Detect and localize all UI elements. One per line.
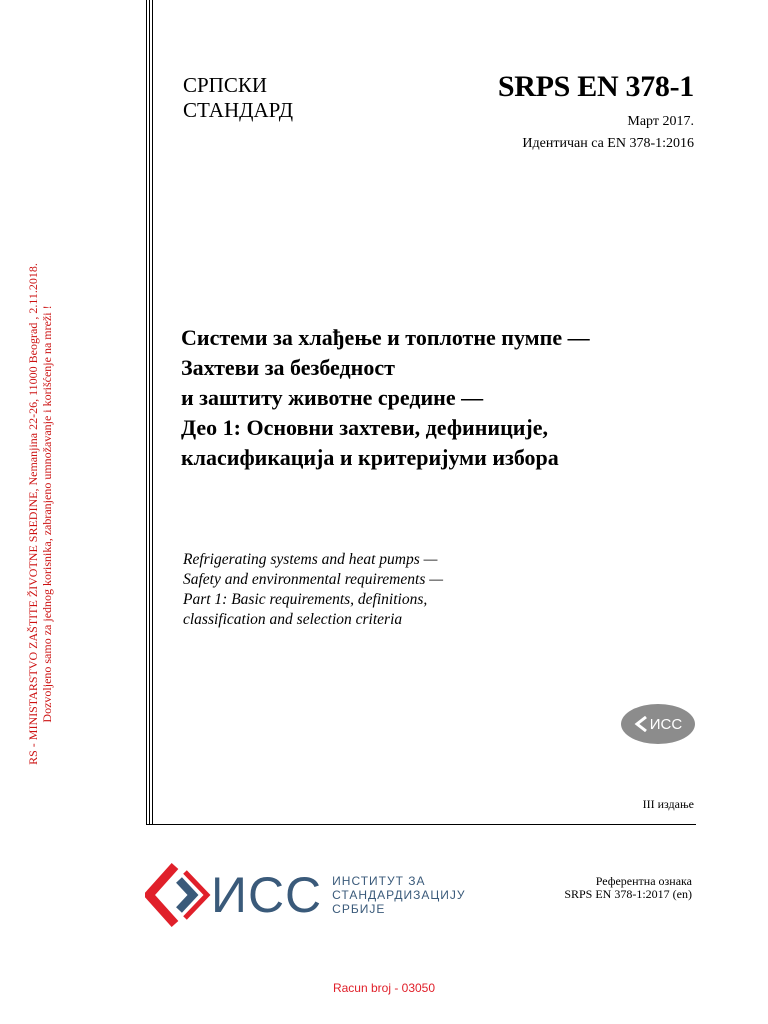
standard-kind	[183, 73, 293, 123]
frame-bottom-line	[146, 824, 696, 825]
iss-logo-word: ИСС	[211, 867, 323, 923]
title-serbian	[181, 323, 701, 473]
iss-badge-text: ИСС	[649, 715, 683, 733]
identical-note: Идентичан са EN 378-1:2016	[522, 136, 694, 151]
iss-badge	[621, 704, 695, 744]
title-serbian-line: класификација и критеријуми избора	[181, 445, 559, 470]
frame-line	[149, 0, 150, 825]
side-notice	[0, 0, 54, 1024]
title-serbian-line: Захтеви за безбедност	[181, 355, 395, 380]
iss-logo-name-line: ИНСТИТУТ ЗА	[332, 874, 426, 888]
iss-logo	[145, 862, 466, 928]
iss-logo-icon	[145, 862, 211, 928]
frame-line	[146, 0, 147, 825]
standard-code: SRPS EN 378-1	[497, 70, 694, 103]
title-english	[183, 550, 663, 630]
iss-logo-name-line: СРБИЈЕ	[332, 902, 386, 916]
title-english-line: Refrigerating systems and heat pumps —	[183, 551, 438, 568]
standard-kind-line2: СТАНДАРД	[183, 98, 294, 122]
reference-code: SRPS EN 378-1:2017 (en)	[564, 887, 692, 901]
iss-logo-name-line: СТАНДАРДИЗАЦИЈУ	[332, 888, 466, 902]
iss-logo-name	[332, 874, 465, 916]
reference-label: Референтна ознака	[595, 874, 692, 888]
side-notice-line1: RS - MINISTARSTVO ZAŠTITE ŽIVOTNE SREDINE, Nemanjina 22-26, 11000 Beograd , 2.11.2018.	[26, 263, 40, 765]
title-english-line: Safety and environmental requirements —	[183, 571, 444, 588]
title-serbian-line: и заштиту животне средине —	[181, 385, 484, 410]
title-english-line: Part 1: Basic requirements, definitions,	[183, 591, 428, 608]
title-serbian-line: Системи за хлађење и топлотне пумпе —	[181, 325, 590, 350]
side-notice-line2: Dozvoljeno samo za jednog korisnika, zabranjeno umnožavanje i korišćenje na mreži !	[40, 305, 54, 723]
iss-chevron-icon	[634, 716, 648, 732]
standard-kind-line1: СРПСКИ	[183, 73, 268, 97]
title-english-line: classification and selection criteria	[183, 611, 403, 628]
invoice-number: Racun broj - 03050	[332, 981, 436, 995]
frame-line	[152, 0, 153, 825]
edition-label: III издање	[642, 797, 694, 811]
publication-date: Март 2017.	[627, 114, 694, 129]
title-serbian-line: Део 1: Основни захтеви, дефиниције,	[181, 415, 549, 440]
